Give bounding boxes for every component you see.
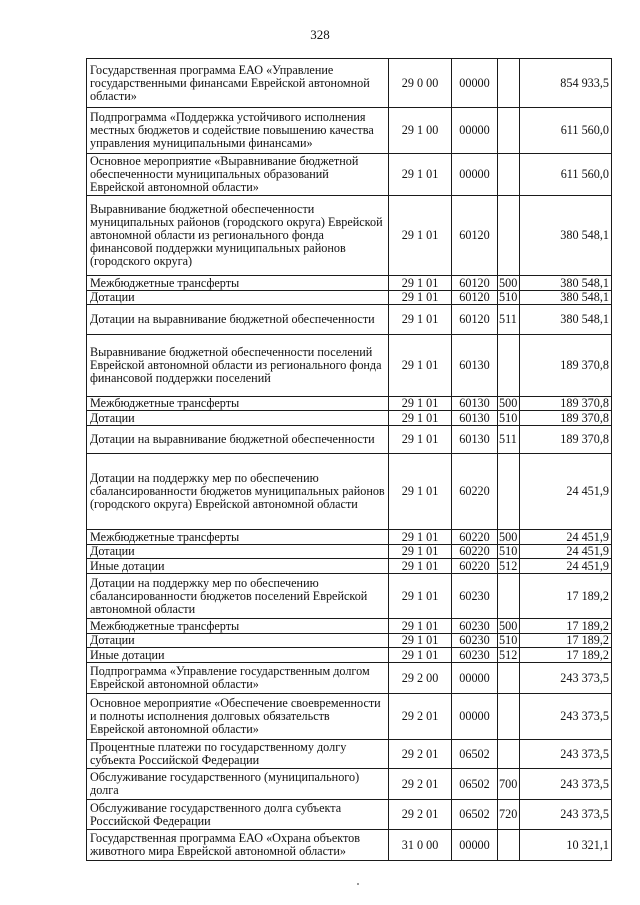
cell-kvr [498, 335, 520, 397]
cell-name: Выравнивание бюджетной обеспеченности поселений Еврейской автономной области из регионального фонда финансовой поддержки поселений [87, 335, 389, 397]
table-row [87, 694, 612, 740]
cell-program: 29 2 01 [389, 740, 452, 769]
cell-direction: 00000 [452, 108, 498, 154]
cell-program: 29 1 01 [389, 559, 452, 574]
cell-amount: 243 373,5 [520, 694, 612, 740]
cell-program: 29 1 01 [389, 634, 452, 648]
cell-kvr [498, 108, 520, 154]
cell-direction: 60230 [452, 619, 498, 634]
cell-name: Дотации [87, 411, 389, 426]
table-row [87, 411, 612, 426]
cell-direction: 60220 [452, 559, 498, 574]
table-row [87, 634, 612, 648]
cell-program: 29 2 01 [389, 694, 452, 740]
table-row [87, 530, 612, 545]
cell-amount: 24 451,9 [520, 545, 612, 559]
cell-kvr [498, 830, 520, 861]
cell-direction: 60120 [452, 276, 498, 291]
cell-direction: 00000 [452, 830, 498, 861]
cell-program: 29 1 01 [389, 545, 452, 559]
table-row [87, 276, 612, 291]
cell-program: 29 1 01 [389, 454, 452, 530]
cell-direction: 00000 [452, 59, 498, 108]
cell-name: Обслуживание государственного (муниципального) долга [87, 769, 389, 800]
cell-name: Межбюджетные трансферты [87, 276, 389, 291]
cell-kvr: 510 [498, 291, 520, 305]
cell-name: Государственная программа ЕАО «Управление государственными финансами Еврейской автономной области» [87, 59, 389, 108]
table-row [87, 830, 612, 861]
cell-program: 29 1 01 [389, 291, 452, 305]
cell-name: Основное мероприятие «Выравнивание бюджетной обеспеченности муниципальных образований Еврейской автономной области» [87, 154, 389, 196]
cell-name: Процентные платежи по государственному долгу субъекта Российской Федерации [87, 740, 389, 769]
cell-program: 31 0 00 [389, 830, 452, 861]
table-row [87, 454, 612, 530]
cell-direction: 60220 [452, 454, 498, 530]
cell-name: Основное мероприятие «Обеспечение своевременности и полноты исполнения долговых обязательств Еврейской автономной области» [87, 694, 389, 740]
table-row [87, 426, 612, 454]
cell-name: Дотации на поддержку мер по обеспечению сбалансированности бюджетов поселений Еврейской автономной области [87, 574, 389, 619]
table-row [87, 196, 612, 276]
cell-amount: 17 189,2 [520, 648, 612, 663]
table-row [87, 291, 612, 305]
cell-kvr: 500 [498, 276, 520, 291]
table-row [87, 154, 612, 196]
cell-program: 29 1 01 [389, 426, 452, 454]
cell-program: 29 1 01 [389, 530, 452, 545]
cell-amount: 854 933,5 [520, 59, 612, 108]
cell-amount: 380 548,1 [520, 196, 612, 276]
cell-amount: 380 548,1 [520, 276, 612, 291]
cell-program: 29 2 01 [389, 800, 452, 830]
cell-direction: 60120 [452, 305, 498, 335]
cell-amount: 10 321,1 [520, 830, 612, 861]
cell-program: 29 1 01 [389, 305, 452, 335]
cell-name: Дотации [87, 634, 389, 648]
cell-kvr: 510 [498, 634, 520, 648]
cell-name: Иные дотации [87, 648, 389, 663]
cell-kvr [498, 59, 520, 108]
cell-kvr: 500 [498, 397, 520, 411]
cell-direction: 60120 [452, 291, 498, 305]
cell-program: 29 2 00 [389, 663, 452, 694]
cell-name: Иные дотации [87, 559, 389, 574]
cell-program: 29 1 01 [389, 196, 452, 276]
cell-program: 29 0 00 [389, 59, 452, 108]
cell-kvr [498, 694, 520, 740]
table-row [87, 397, 612, 411]
cell-direction: 00000 [452, 154, 498, 196]
cell-amount: 24 451,9 [520, 559, 612, 574]
cell-amount: 24 451,9 [520, 530, 612, 545]
cell-direction: 00000 [452, 694, 498, 740]
cell-amount: 189 370,8 [520, 397, 612, 411]
cell-amount: 243 373,5 [520, 800, 612, 830]
cell-amount: 17 189,2 [520, 634, 612, 648]
cell-program: 29 1 01 [389, 411, 452, 426]
cell-name: Дотации на выравнивание бюджетной обеспеченности [87, 426, 389, 454]
table-row [87, 740, 612, 769]
cell-direction: 00000 [452, 663, 498, 694]
cell-direction: 60230 [452, 574, 498, 619]
cell-direction: 06502 [452, 800, 498, 830]
cell-name: Обслуживание государственного долга субъекта Российской Федерации [87, 800, 389, 830]
cell-kvr [498, 574, 520, 619]
table-row [87, 663, 612, 694]
cell-kvr: 720 [498, 800, 520, 830]
cell-name: Подпрограмма «Управление государственным долгом Еврейской автономной области» [87, 663, 389, 694]
cell-kvr: 700 [498, 769, 520, 800]
cell-kvr: 510 [498, 411, 520, 426]
page-number: 328 [310, 27, 330, 42]
cell-direction: 06502 [452, 769, 498, 800]
cell-amount: 380 548,1 [520, 291, 612, 305]
cell-direction: 60120 [452, 196, 498, 276]
cell-direction: 60130 [452, 411, 498, 426]
cell-kvr [498, 454, 520, 530]
table-row [87, 545, 612, 559]
cell-kvr: 500 [498, 530, 520, 545]
cell-name: Дотации [87, 291, 389, 305]
cell-kvr: 511 [498, 426, 520, 454]
cell-name: Выравнивание бюджетной обеспеченности муниципальных районов (городского округа) Еврейской автономной области из регионального фонда финансовой поддержки муниципальных районов (городского округа) [87, 196, 389, 276]
cell-amount: 611 560,0 [520, 108, 612, 154]
cell-amount: 380 548,1 [520, 305, 612, 335]
scan-speck [357, 883, 359, 885]
table-row [87, 574, 612, 619]
cell-kvr: 500 [498, 619, 520, 634]
cell-amount: 189 370,8 [520, 426, 612, 454]
cell-program: 29 1 01 [389, 276, 452, 291]
cell-kvr [498, 196, 520, 276]
cell-program: 29 1 01 [389, 648, 452, 663]
budget-table-body [87, 59, 612, 861]
cell-amount: 17 189,2 [520, 619, 612, 634]
cell-program: 29 1 00 [389, 108, 452, 154]
cell-direction: 60220 [452, 530, 498, 545]
table-row [87, 648, 612, 663]
cell-kvr: 512 [498, 559, 520, 574]
cell-name: Межбюджетные трансферты [87, 530, 389, 545]
cell-amount: 243 373,5 [520, 663, 612, 694]
cell-direction: 60230 [452, 648, 498, 663]
cell-direction: 06502 [452, 740, 498, 769]
cell-direction: 60130 [452, 426, 498, 454]
table-row [87, 305, 612, 335]
cell-kvr [498, 740, 520, 769]
cell-direction: 60220 [452, 545, 498, 559]
cell-kvr: 512 [498, 648, 520, 663]
cell-kvr: 511 [498, 305, 520, 335]
cell-name: Дотации на поддержку мер по обеспечению сбалансированности бюджетов муниципальных районов (городского округа) Еврейской автономной области [87, 454, 389, 530]
cell-name: Подпрограмма «Поддержка устойчивого исполнения местных бюджетов и содействие повышению качества управления муниципальными финансами» [87, 108, 389, 154]
cell-program: 29 1 01 [389, 397, 452, 411]
cell-program: 29 1 01 [389, 154, 452, 196]
cell-program: 29 1 01 [389, 335, 452, 397]
cell-direction: 60130 [452, 335, 498, 397]
table-row [87, 619, 612, 634]
cell-amount: 189 370,8 [520, 335, 612, 397]
cell-name: Дотации на выравнивание бюджетной обеспеченности [87, 305, 389, 335]
cell-name: Межбюджетные трансферты [87, 619, 389, 634]
cell-kvr: 510 [498, 545, 520, 559]
cell-direction: 60130 [452, 397, 498, 411]
table-row [87, 59, 612, 108]
cell-amount: 24 451,9 [520, 454, 612, 530]
cell-program: 29 2 01 [389, 769, 452, 800]
cell-kvr [498, 154, 520, 196]
cell-program: 29 1 01 [389, 574, 452, 619]
cell-kvr [498, 663, 520, 694]
budget-table [86, 58, 612, 861]
cell-name: Государственная программа ЕАО «Охрана объектов животного мира Еврейской автономной области» [87, 830, 389, 861]
table-row [87, 769, 612, 800]
cell-amount: 17 189,2 [520, 574, 612, 619]
cell-name: Межбюджетные трансферты [87, 397, 389, 411]
cell-amount: 611 560,0 [520, 154, 612, 196]
table-row [87, 335, 612, 397]
cell-amount: 189 370,8 [520, 411, 612, 426]
cell-name: Дотации [87, 545, 389, 559]
cell-program: 29 1 01 [389, 619, 452, 634]
cell-direction: 60230 [452, 634, 498, 648]
table-row [87, 800, 612, 830]
table-row [87, 559, 612, 574]
table-row [87, 108, 612, 154]
cell-amount: 243 373,5 [520, 740, 612, 769]
cell-amount: 243 373,5 [520, 769, 612, 800]
